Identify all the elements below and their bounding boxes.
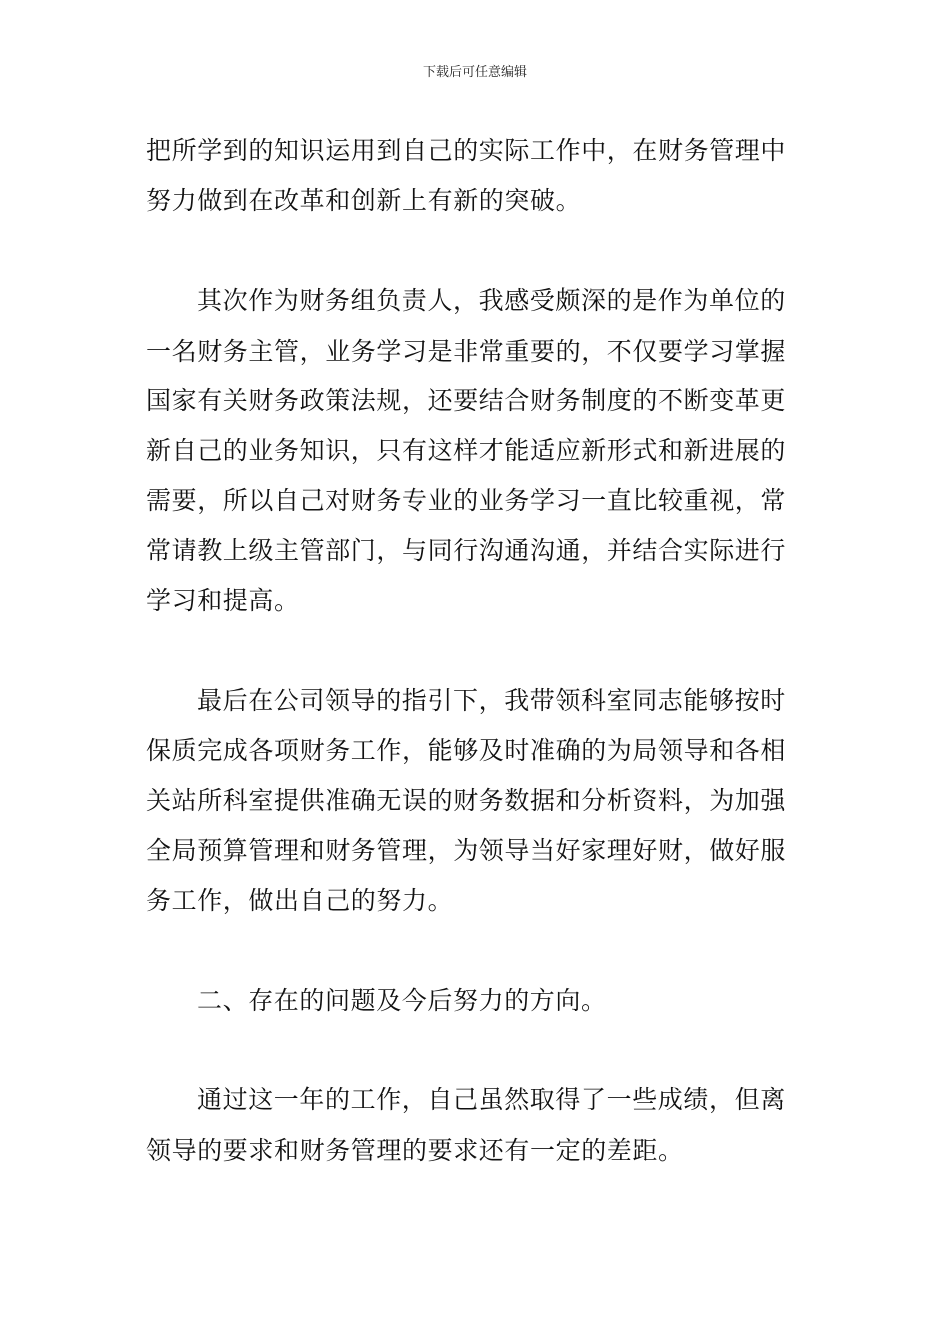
- section-heading: 二、存在的问题及今后努力的方向。: [197, 986, 607, 1015]
- paragraph-2-line-7: 学习和提高。: [146, 586, 300, 615]
- paragraph-2-line-3: 国家有关财务政策法规，还要结合财务制度的不断变革更: [146, 386, 787, 415]
- paragraph-2-line-5: 需要，所以自己对财务专业的业务学习一直比较重视，常: [146, 486, 787, 515]
- paragraph-5-line-1: 通过这一年的工作，自己虽然取得了一些成绩，但离: [197, 1085, 786, 1114]
- paragraph-3-line-3: 关站所科室提供准确无误的财务数据和分析资料，为加强: [146, 786, 787, 815]
- paragraph-3-line-4: 全局预算管理和财务管理，为领导当好家理好财，做好服: [146, 836, 787, 865]
- paragraph-3-line-5: 务工作，做出自己的努力。: [146, 886, 454, 915]
- paragraph-1-line-2: 努力做到在改革和创新上有新的突破。: [146, 186, 582, 215]
- paragraph-1-line-1: 把所学到的知识运用到自己的实际工作中，在财务管理中: [146, 136, 787, 165]
- paragraph-5-line-2: 领导的要求和财务管理的要求还有一定的差距。: [146, 1136, 684, 1165]
- paragraph-2-line-2: 一名财务主管，业务学习是非常重要的，不仅要学习掌握: [146, 337, 787, 366]
- paragraph-2-line-6: 常请教上级主管部门，与同行沟通沟通，并结合实际进行: [146, 536, 787, 565]
- paragraph-3-line-1: 最后在公司领导的指引下，我带领科室同志能够按时: [197, 686, 786, 715]
- paragraph-3-line-2: 保质完成各项财务工作，能够及时准确的为局领导和各相: [146, 736, 787, 765]
- paragraph-2-line-1: 其次作为财务组负责人，我感受颇深的是作为单位的: [197, 286, 786, 315]
- page-header: 下载后可任意编辑: [422, 65, 527, 80]
- paragraph-2-line-4: 新自己的业务知识，只有这样才能适应新形式和新进展的: [146, 436, 787, 465]
